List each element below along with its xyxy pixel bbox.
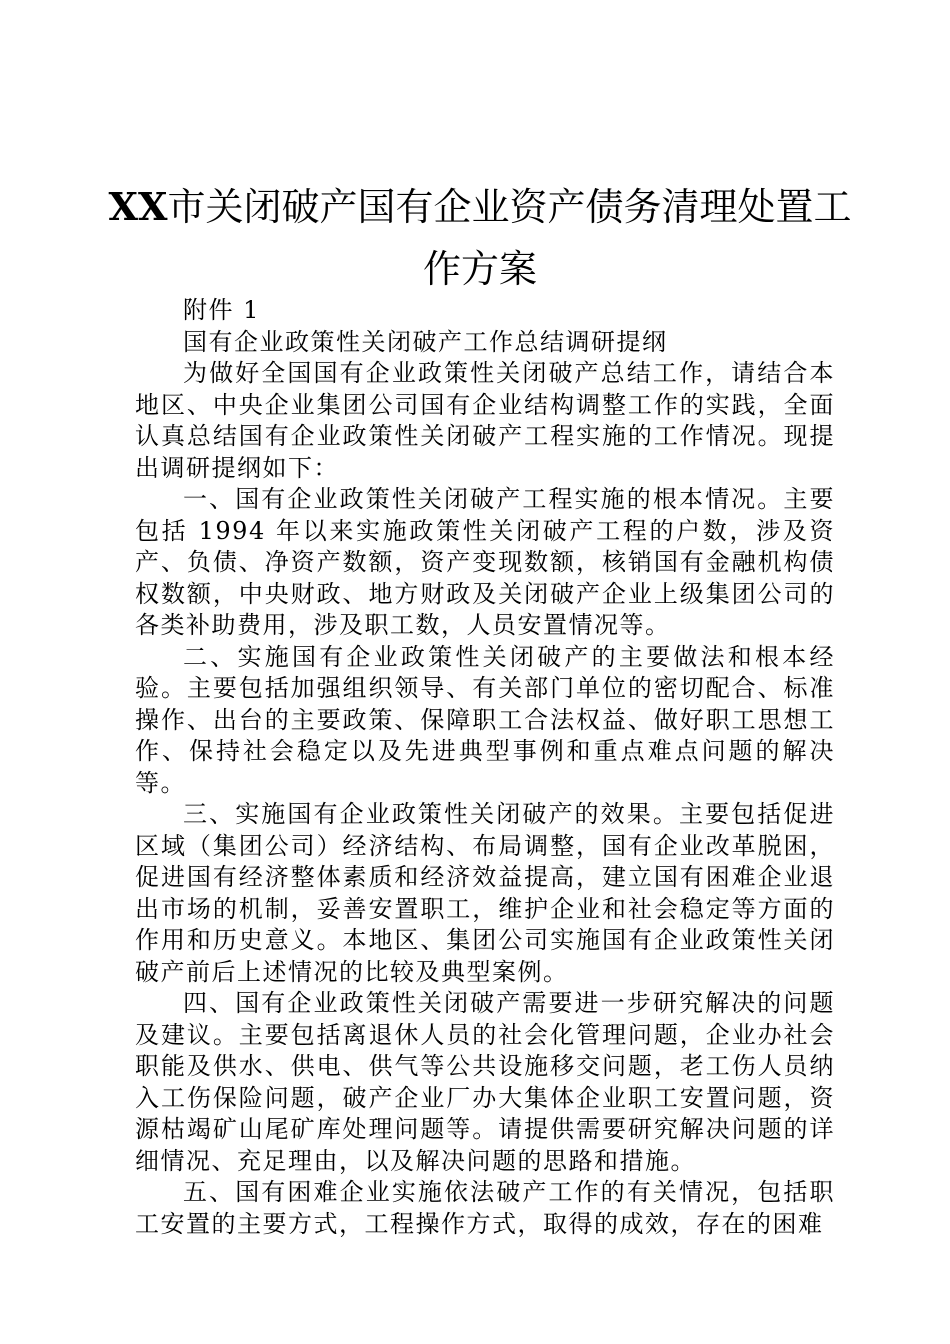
attachment-label: 附件 1 bbox=[183, 296, 260, 324]
paragraph-section-1: 一、国有企业政策性关闭破产工程实施的根本情况。主要包括 1994 年以来实施政策性关闭破产工程的户数，涉及资产、负债、净资产数额，资产变现数额，核销国有金融机构债权数额，中央财政、地方财政及关闭破产企业上级集团公司的各类补助费用，涉及职工数，人员安置情况等。 bbox=[135, 485, 835, 639]
document-body bbox=[135, 295, 835, 1240]
title-prefix: XX bbox=[108, 184, 168, 229]
paragraph-section-5: 五、国有困难企业实施依法破产工作的有关情况，包括职工安置的主要方式，工程操作方式，取得的成效，存在的困难 bbox=[135, 1178, 835, 1238]
paragraph-intro: 为做好全国国有企业政策性关闭破产总结工作，请结合本地区、中央企业集团公司国有企业结构调整工作的实践，全面认真总结国有企业政策性关闭破产工程实施的工作情况。现提出调研提纲如下： bbox=[135, 359, 835, 482]
document-title bbox=[100, 176, 860, 300]
paragraph-section-2: 二、实施国有企业政策性关闭破产的主要做法和根本经验。主要包括加强组织领导、有关部门单位的密切配合、标准操作、出台的主要政策、保障职工合法权益、做好职工思想工作、保持社会稳定以及先进典型事例和重点难点问题的解决等。 bbox=[135, 642, 835, 797]
title-main: 市关闭破产国有企业资产债务清理处置工作方案 bbox=[167, 185, 852, 291]
document-subtitle: 国有企业政策性关闭破产工作总结调研提纲 bbox=[183, 327, 668, 356]
paragraph-section-3: 三、实施国有企业政策性关闭破产的效果。主要包括促进区域（集团公司）经济结构、布局调整，国有企业改革脱困，促进国有经济整体素质和经济效益提高，建立国有困难企业退出市场的机制，妥善安置职工，维护企业和社会稳定等方面的作用和历史意义。本地区、集团公司实施国有企业政策性关闭破产前后上述情况的比较及典型案例。 bbox=[135, 800, 835, 986]
paragraph-section-4: 四、国有企业政策性关闭破产需要进一步研究解决的问题及建议。主要包括离退休人员的社会化管理问题，企业办社会职能及供水、供电、供气等公共设施移交问题，老工伤人员纳入工伤保险问题，破产企业厂办大集体企业职工安置问题，资源枯竭矿山尾矿库处理问题等。请提供需要研究解决问题的详细情况、充足理由，以及解决问题的思路和措施。 bbox=[135, 989, 835, 1175]
